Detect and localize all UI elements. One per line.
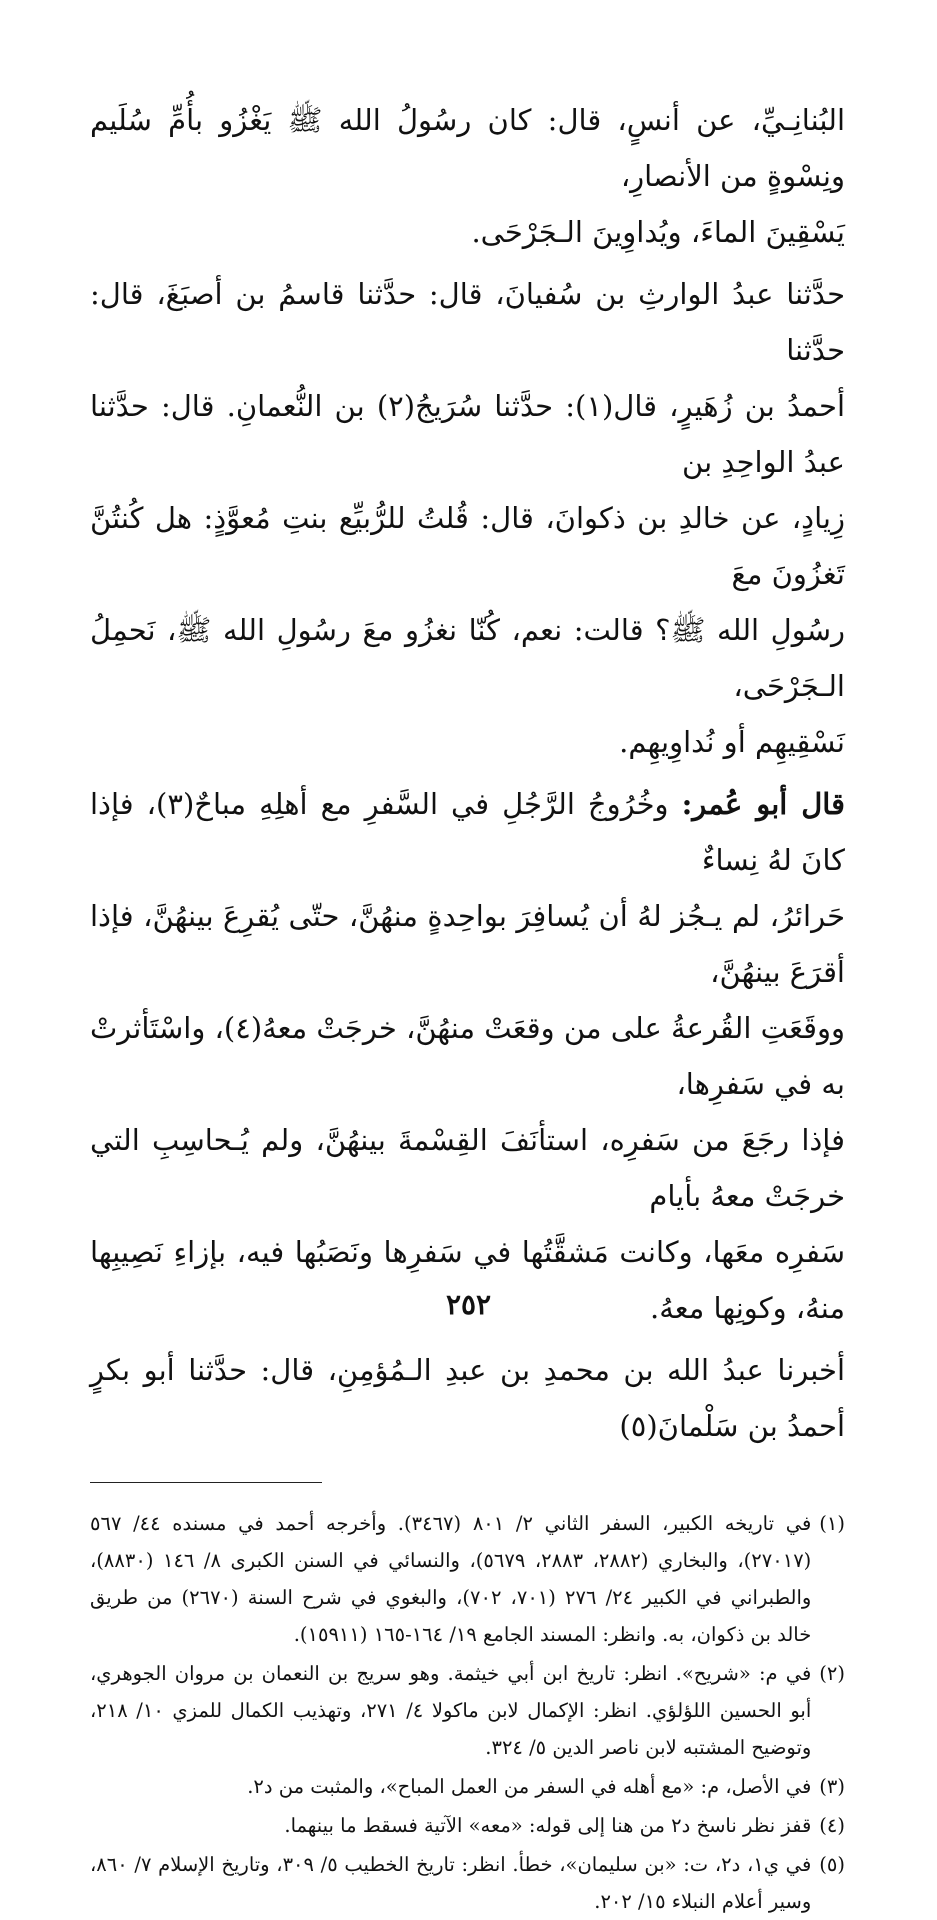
footnote-number: (٢) [819,1662,845,1685]
footnote [90,1768,845,1805]
text-line: أخبرنا عبدُ الله بن محمدِ بن عبدِ الـمُؤمِنِ، قال: حدَّثنا أبو بكرٍ أحمدُ بن سَلْمانَ(٥) [90,1353,845,1443]
text-line: زِيادٍ، عن خالدِ بن ذكوانَ، قال: قُلتُ للرُّبيِّع بنتِ مُعوَّذٍ: هل كُنتُنَّ تَغزُونَ معَ [90,501,845,591]
text-line: حَرائرُ، لم يـجُز لهُ أن يُسافِرَ بواحِدةٍ منهُنَّ، حتّى يُقرِعَ بينهُنَّ، فإذا أقرَعَ بينهُنَّ، [90,899,845,989]
footnote-number: (٥) [819,1853,845,1876]
text-fragment: وخُرُوجُ الرَّجُلِ في السَّفرِ مع أهلِهِ مباحٌ(٣)، فإذا كانَ لهُ نِساءٌ [90,787,845,877]
page-number: ٢٥٢ [445,1288,492,1321]
footnote-text: في تاريخه الكبير، السفر الثاني ٢/ ٨٠١ (٣٤٦٧). وأخرجه أحمد في مسنده ٤٤/ ٥٦٧ (٢٧٠١٧)، والبخاري (٢٨٨٢، ٢٨٨٣، ٥٦٧٩)، والنسائي في السنن الكبرى ٨/ ١٤٦ (٨٨٣٠)، والطبراني في الكبير ٢٤/ ٢٧٦ (٧٠١، ٧٠٢)، والبغوي في شرح السنة (٢٦٧٠) من طريق خالد بن ذكوان، به. وانظر: المسند الجامع ١٩/ ١٦٤-١٦٥ (١٥٩١١). [90,1512,812,1646]
text-line: سَفرِه معَها، وكانت مَشقَّتُها في سَفرِها ونَصَبُها فيه، بإزاءِ نَصِيبِها منهُ، وكونِها معهُ. [90,1235,845,1325]
text-line [90,776,845,888]
text-line: حدَّثنا عبدُ الوارثِ بن سُفيانَ، قال: حدَّثنا قاسمُ بن أصبَغَ، قال: حدَّثنا [90,277,845,367]
footnote-text: في الأصل، م: «مع أهله في السفر من العمل المباح»، والمثبت من د٢. [247,1775,812,1798]
paragraph-4 [90,1342,845,1454]
text-line: يَسْقِينَ الماءَ، ويُداوِينَ الـجَرْحَى. [471,215,845,249]
footnote [90,1505,845,1653]
footnote-text: في ي١، د٢، ت: «بن سليمان»، خطأ. انظر: تاريخ الخطيب ٥/ ٣٠٩، وتاريخ الإسلام ٧/ ٨٦٠، وسير أعلام النبلاء ١٥/ ٢٠٢. [90,1853,812,1913]
footnotes [90,1505,845,1920]
paragraph-3 [90,776,845,1336]
text-line: أحمدُ بن زُهَيرٍ، قال(١): حدَّثنا سُرَيجُ(٢) بن النُّعمانِ. قال: حدَّثنا عبدُ الواحِدِ بن [90,389,846,479]
footnote-text: قفز نظر ناسخ د٢ من هنا إلى قوله: «معه» الآتية فسقط ما بينهما. [284,1814,812,1837]
speaker-lead: قال أبو عُمر: [681,787,845,821]
footnote [90,1846,845,1920]
footnote-number: (٤) [819,1814,845,1837]
text-line: ووقَعَتِ القُرعةُ على من وقعَتْ منهُنَّ، خرجَتْ معهُ(٤)، واسْتَأثرتْ به في سَفرِها، [90,1011,845,1101]
footnote-number: (١) [819,1512,845,1535]
text-line: رسُولِ الله ﷺ؟ قالت: نعم، كُنّا نغزُو معَ رسُولِ الله ﷺ، نَحمِلُ الـجَرْحَى، [90,613,845,703]
footnote-divider [90,1482,322,1483]
main-text [90,92,845,1454]
paragraph-1 [90,92,845,260]
text-line: نَسْقِيهِم أو نُداوِيهِم. [619,725,845,759]
footnote [90,1807,845,1844]
footnote-number: (٣) [819,1775,845,1798]
text-line: البُنانِـيِّ، عن أنسٍ، قال: كان رسُولُ الله ﷺ يَغْزُو بأُمِّ سُلَيم ونِسْوةٍ من الأنصارِ، [90,103,845,193]
text-line: فإذا رجَعَ من سَفرِه، استأنَفَ القِسْمةَ بينهُنَّ، ولم يُـحاسِبِ التي خرجَتْ معهُ بأيام [90,1123,845,1213]
paragraph-2 [90,266,845,770]
footnote-text: في م: «شريح». انظر: تاريخ ابن أبي خيثمة. وهو سريج بن النعمان بن مروان الجوهري، أبو الحسين اللؤلؤي. انظر: الإكمال لابن ماكولا ٤/ ٢٧١، وتهذيب الكمال للمزي ١٠/ ٢١٨، وتوضيح المشتبه لابن ناصر الدين ٥/ ٣٢٤. [90,1662,812,1759]
footnote [90,1655,845,1766]
